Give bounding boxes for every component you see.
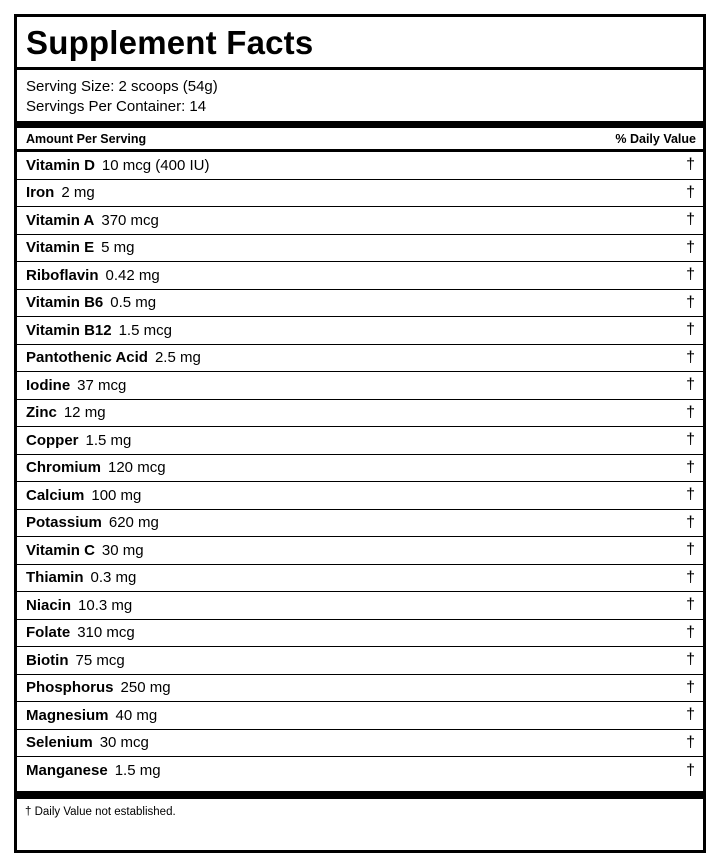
serving-info (17, 70, 703, 121)
supplement-facts-panel (14, 14, 706, 853)
nutrient-name: Vitamin B6 (26, 294, 104, 312)
nutrient-label (26, 487, 141, 504)
nutrient-name: Phosphorus (26, 679, 114, 697)
nutrient-amount: 370 mcg (101, 211, 159, 229)
nutrient-label (26, 762, 161, 779)
daily-value: † (686, 183, 695, 201)
nutrient-name: Potassium (26, 514, 102, 532)
table-header (17, 128, 703, 152)
nutrient-amount: 0.3 mg (90, 569, 137, 587)
nutrient-label (26, 294, 156, 311)
nutrient-label (26, 377, 126, 394)
nutrient-amount: 1.5 mcg (118, 321, 172, 339)
nutrient-amount: 75 mcg (75, 651, 125, 669)
nutrient-row (17, 427, 703, 455)
nutrient-row (17, 235, 703, 263)
daily-value: † (686, 348, 695, 366)
nutrient-row (17, 262, 703, 290)
nutrient-row (17, 207, 703, 235)
nutrient-name: Niacin (26, 596, 72, 614)
nutrient-row (17, 647, 703, 675)
daily-value: † (686, 486, 695, 504)
servings-per-container: Servings Per Container: 14 (26, 98, 207, 115)
nutrient-row (17, 482, 703, 510)
nutrient-label (26, 624, 135, 641)
nutrient-amount: 0.42 mg (105, 266, 160, 284)
nutrient-amount: 37 mcg (77, 376, 127, 394)
nutrient-label (26, 349, 201, 366)
nutrient-name: Vitamin E (26, 239, 95, 257)
nutrient-label (26, 652, 125, 669)
daily-value: † (686, 541, 695, 559)
nutrient-amount: 1.5 mg (114, 762, 161, 780)
nutrient-name: Manganese (26, 762, 108, 780)
nutrient-label (26, 432, 131, 449)
nutrient-label (26, 404, 106, 421)
nutrient-label (26, 267, 160, 284)
footer-divider (17, 791, 703, 799)
nutrient-amount: 30 mg (101, 541, 144, 559)
nutrient-name: Folate (26, 624, 71, 642)
serving-size: Serving Size: 2 scoops (54g) (26, 78, 218, 95)
nutrient-name: Copper (26, 431, 79, 449)
nutrient-label (26, 184, 95, 201)
nutrient-name: Magnesium (26, 706, 109, 724)
daily-value-label: % Daily Value (615, 131, 696, 146)
nutrient-name: Iodine (26, 376, 71, 394)
nutrient-row (17, 290, 703, 318)
nutrient-name: Zinc (26, 404, 57, 422)
nutrient-name: Biotin (26, 651, 69, 669)
nutrient-row (17, 152, 703, 180)
nutrient-amount: 120 mcg (108, 459, 166, 477)
nutrient-amount: 620 mg (108, 514, 159, 532)
nutrient-amount: 250 mg (120, 679, 171, 697)
daily-value: † (686, 156, 695, 174)
nutrient-label (26, 707, 157, 724)
nutrient-row (17, 730, 703, 758)
nutrient-label (26, 239, 134, 256)
nutrient-label (26, 157, 209, 174)
nutrient-name: Riboflavin (26, 266, 99, 284)
thick-divider (17, 121, 703, 128)
daily-value: † (686, 403, 695, 421)
daily-value: † (686, 431, 695, 449)
nutrient-amount: 2 mg (61, 184, 95, 202)
nutrient-amount: 2.5 mg (154, 349, 201, 367)
nutrient-row (17, 400, 703, 428)
nutrient-row (17, 565, 703, 593)
footnote: † Daily Value not established. (25, 805, 176, 818)
daily-value: † (686, 211, 695, 229)
daily-value: † (686, 596, 695, 614)
nutrient-label (26, 514, 159, 531)
nutrient-name: Vitamin B12 (26, 321, 112, 339)
daily-value: † (686, 706, 695, 724)
daily-value: † (686, 678, 695, 696)
nutrient-label (26, 459, 166, 476)
nutrient-amount: 12 mg (63, 404, 106, 422)
daily-value: † (686, 293, 695, 311)
nutrient-name: Vitamin C (26, 541, 95, 559)
nutrient-name: Chromium (26, 459, 101, 477)
nutrient-amount: 10.3 mg (78, 596, 133, 614)
amount-per-serving-label: Amount Per Serving (26, 131, 147, 146)
nutrient-row (17, 317, 703, 345)
nutrient-list (17, 152, 703, 785)
daily-value: † (686, 266, 695, 284)
daily-value: † (686, 733, 695, 751)
nutrient-amount: 5 mg (101, 239, 135, 257)
nutrient-label (26, 212, 159, 229)
nutrient-name: Selenium (26, 734, 93, 752)
nutrient-amount: 100 mg (91, 486, 142, 504)
nutrient-amount: 0.5 mg (110, 294, 157, 312)
nutrient-row (17, 510, 703, 538)
daily-value: † (686, 623, 695, 641)
nutrient-name: Vitamin D (26, 156, 95, 174)
daily-value: † (686, 238, 695, 256)
nutrient-amount: 30 mcg (99, 734, 149, 752)
nutrient-row (17, 757, 703, 785)
nutrient-amount: 310 mcg (77, 624, 135, 642)
nutrient-amount: 1.5 mg (85, 431, 132, 449)
nutrient-label (26, 542, 144, 559)
nutrient-name: Iron (26, 184, 55, 202)
nutrient-row (17, 592, 703, 620)
nutrient-label (26, 734, 149, 751)
nutrient-label (26, 569, 136, 586)
nutrient-row (17, 345, 703, 373)
daily-value: † (686, 321, 695, 339)
nutrient-row (17, 702, 703, 730)
nutrient-amount: 10 mcg (400 IU) (101, 156, 210, 174)
daily-value: † (686, 458, 695, 476)
nutrient-label (26, 322, 172, 339)
daily-value: † (686, 568, 695, 586)
nutrient-row (17, 180, 703, 208)
daily-value: † (686, 651, 695, 669)
nutrient-name: Thiamin (26, 569, 84, 587)
daily-value: † (686, 761, 695, 779)
nutrient-row (17, 372, 703, 400)
nutrient-name: Vitamin A (26, 211, 95, 229)
nutrient-label (26, 679, 171, 696)
nutrient-row (17, 620, 703, 648)
daily-value: † (686, 513, 695, 531)
nutrient-name: Pantothenic Acid (26, 349, 148, 367)
nutrient-amount: 40 mg (115, 706, 158, 724)
nutrient-row (17, 675, 703, 703)
nutrient-row (17, 537, 703, 565)
nutrient-label (26, 597, 132, 614)
daily-value: † (686, 376, 695, 394)
panel-title: Supplement Facts (17, 17, 703, 70)
nutrient-name: Calcium (26, 486, 85, 504)
nutrient-row (17, 455, 703, 483)
